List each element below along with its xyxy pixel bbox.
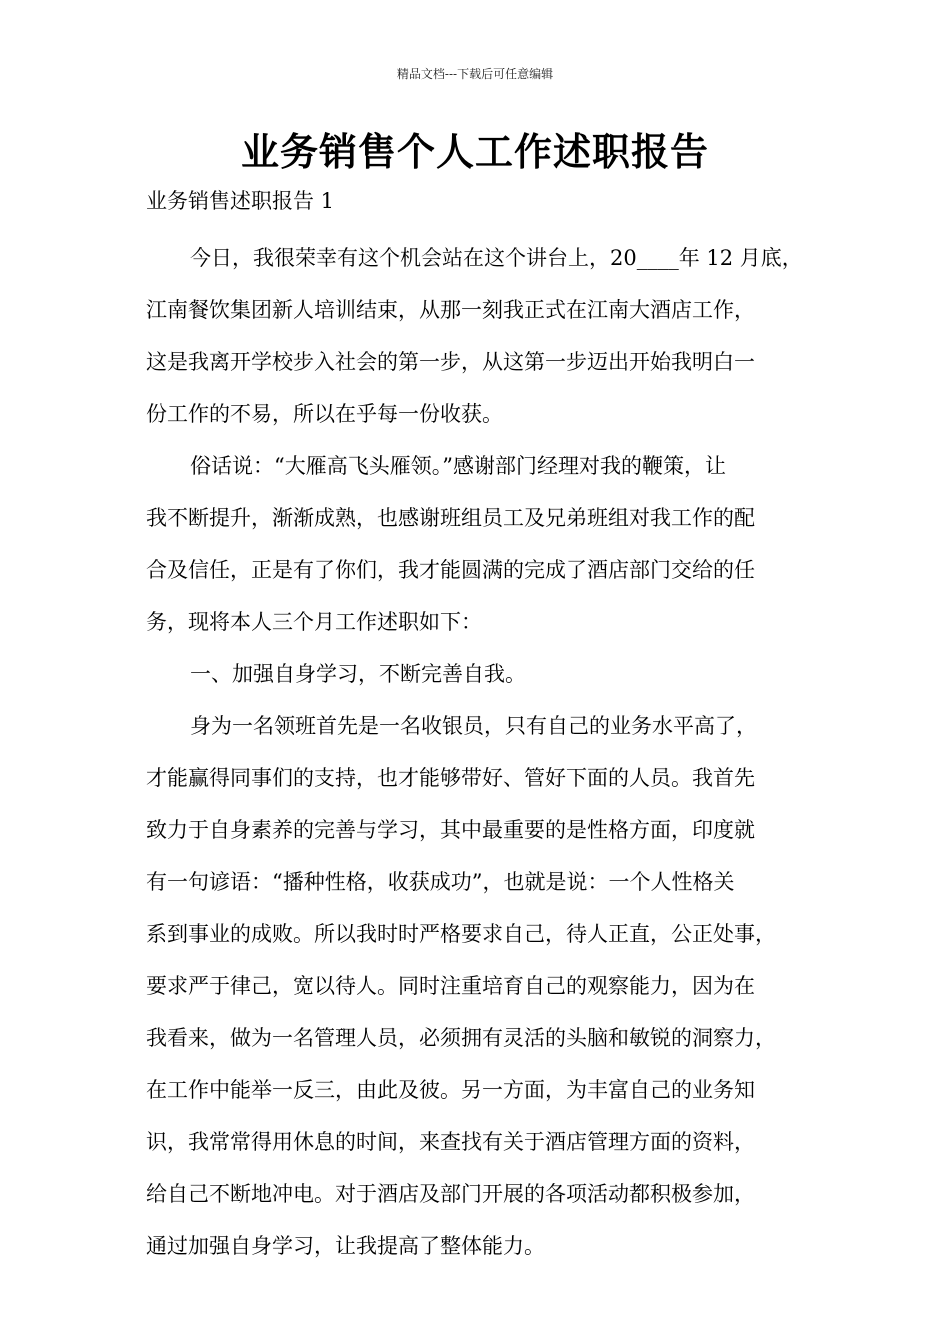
body-line: 识，我常常得用休息的时间，来查找有关于酒店管理方面的资料， bbox=[146, 1130, 755, 1154]
body-line: 我看来，做为一名管理人员，必须拥有灵活的头脑和敏锐的洞察力， bbox=[146, 1026, 776, 1050]
section-subtitle: 业务销售述职报告 1 bbox=[146, 189, 335, 213]
body-line: 份工作的不易，所以在乎每一份收获。 bbox=[146, 402, 503, 426]
body-line: 给自己不断地冲电。对于酒店及部门开展的各项活动都积极参加， bbox=[146, 1182, 755, 1206]
body-line: 致力于自身素养的完善与学习，其中最重要的是性格方面，印度就 bbox=[146, 818, 755, 842]
document-body bbox=[146, 232, 836, 1272]
body-line: 系到事业的成败。所以我时时严格要求自己，待人正直，公正处事， bbox=[146, 922, 776, 946]
section-heading: 一、加强自身学习，不断完善自我。 bbox=[190, 662, 526, 686]
body-line: 俗话说：“大雁高飞头雁领。”感谢部门经理对我的鞭策，让 bbox=[190, 454, 726, 478]
document-title: 业务销售个人工作述职报告 bbox=[240, 129, 709, 174]
body-line: 要求严于律己，宽以待人。同时注重培育自己的观察能力，因为在 bbox=[146, 974, 755, 998]
body-line: 我不断提升，渐渐成熟，也感谢班组员工及兄弟班组对我工作的配 bbox=[146, 506, 755, 530]
body-line: 合及信任，正是有了你们，我才能圆满的完成了酒店部门交给的任 bbox=[146, 558, 755, 582]
body-line: 这是我离开学校步入社会的第一步，从这第一步迈出开始我明白一 bbox=[146, 350, 755, 374]
body-line: 在工作中能举一反三，由此及彼。另一方面，为丰富自己的业务知 bbox=[146, 1078, 755, 1102]
body-line: 才能赢得同事们的支持，也才能够带好、管好下面的人员。我首先 bbox=[146, 766, 755, 790]
body-line: 通过加强自身学习，让我提高了整体能力。 bbox=[146, 1234, 545, 1258]
body-line: 江南餐饮集团新人培训结束，从那一刻我正式在江南大酒店工作， bbox=[146, 298, 755, 322]
body-line: 身为一名领班首先是一名收银员，只有自己的业务水平高了， bbox=[190, 714, 757, 738]
body-line: 有一句谚语：“播种性格，收获成功”，也就是说：一个人性格关 bbox=[146, 870, 735, 894]
body-line: 务，现将本人三个月工作述职如下： bbox=[146, 610, 482, 634]
body-line: 今日，我很荣幸有这个机会站在这个讲台上，20____年 12 月底， bbox=[190, 246, 803, 270]
header-note: 精品文档---下载后可任意编辑 bbox=[396, 67, 554, 81]
